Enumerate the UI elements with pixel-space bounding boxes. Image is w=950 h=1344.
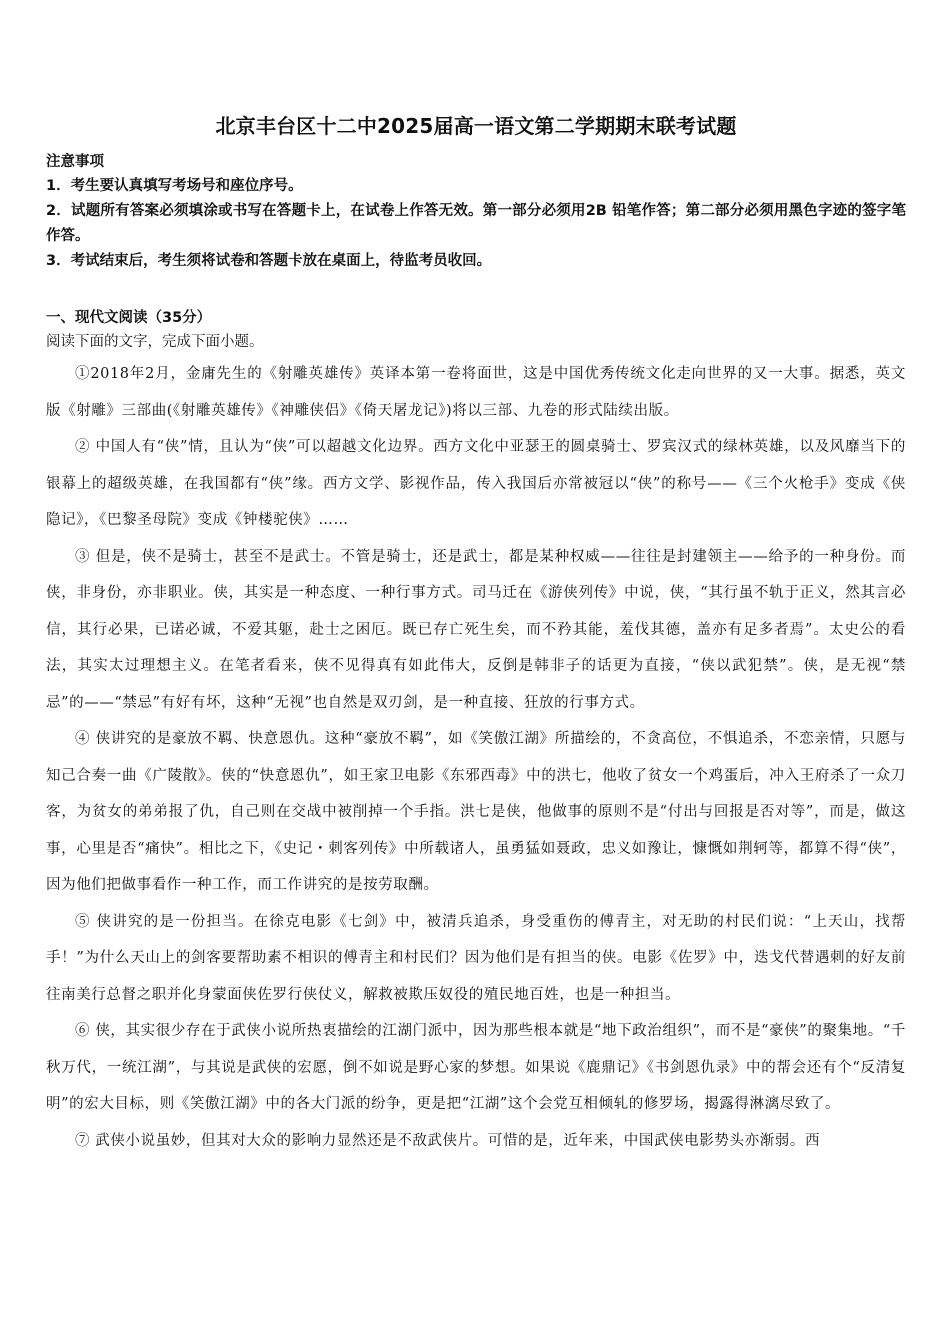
notice-heading: 注意事项 [46, 154, 104, 170]
notice-block [46, 150, 906, 274]
section-instruction: 阅读下面的文字，完成下面小题。 [46, 334, 264, 350]
notice-item: 2．试题所有答案必须填涂或书写在答题卡上，在试卷上作答无效。第一部分必须用2B 铅笔作答；第二部分必须用黑色字迹的签字笔作答。 [46, 203, 906, 244]
passage-paragraph: ② 中国人有“侠”情，且认为“侠”可以超越文化边界。西方文化中亚瑟王的圆桌骑士、罗宾汉式的绿林英雄，以及风靡当下的银幕上的超级英雄，在我国都有“侠”缘。西方文学、影视作品，传入我国后亦常被冠以“侠”的称号——《三个火枪手》变成《侠隐记》，《巴黎圣母院》变成《钟楼驼侠》…… [46, 439, 906, 528]
passage-paragraph: ⑥ 侠，其实很少存在于武侠小说所热衷描绘的江湖门派中，因为那些根本就是“地下政治组织”，而不是“豪侠”的聚集地。“千秋万代，一统江湖”，与其说是武侠的宏愿，倒不如说是野心家的梦想。如果说《鹿鼎记》《书剑恩仇录》中的帮会还有个“反清复明”的宏大目标，则《笑傲江湖》中的各大门派的纷争，更是把“江湖”这个会党互相倾轧的修罗场，揭露得淋漓尽致了。 [46, 1023, 906, 1112]
passage-paragraph: ①2018年2月，金庸先生的《射雕英雄传》英译本第一卷将面世，这是中国优秀传统文化走向世界的又一大事。据悉，英文版《射雕》三部曲(《射雕英雄传》《神雕侠侣》《倚天屠龙记》)将以三部、九卷的形式陆续出版。 [46, 366, 906, 419]
reading-section [46, 306, 906, 1159]
passage-paragraph: ④ 侠讲究的是豪放不羁、快意恩仇。这种“豪放不羁”，如《笑傲江湖》所描绘的，不贪高位，不惧追杀，不恋亲情，只愿与知己合奏一曲《广陵散》。侠的“快意恩仇”，如王家卫电影《东邪西毒》中的洪七，他收了贫女一个鸡蛋后，冲入王府杀了一众刀客，为贫女的弟弟报了仇，自己则在交战中被削掉一个手指。洪七是侠，他做事的原则不是“付出与回报是否对等”，而是，做这事，心里是否“痛快”。相比之下，《史记・刺客列传》中所载诸人，虽勇猛如聂政，忠义如豫让，慷慨如荆轲等，都算不得“侠”，因为他们把做事看作一种工作，而工作讲究的是按劳取酬。 [46, 731, 906, 893]
passage-paragraph: ⑤ 侠讲究的是一份担当。在徐克电影《七剑》中，被清兵追杀，身受重伤的傅青主，对无助的村民们说：“上天山，找帮手！”为什么天山上的剑客要帮助素不相识的傅青主和村民们？因为他们是有担当的侠。电影《佐罗》中，迭戈代替遇刺的好友前往南美行总督之职并化身蒙面侠佐罗行侠仗义，解救被欺压奴役的殖民地百姓，也是一种担当。 [46, 913, 906, 1003]
passage-paragraph: ⑦ 武侠小说虽妙，但其对大众的影响力显然还是不敌武侠片。可惜的是，近年来，中国武侠电影势头亦渐弱。西 [75, 1132, 821, 1149]
section-heading: 一、现代文阅读（35分） [46, 310, 212, 326]
exam-title: 北京丰台区十二中2025届高一语文第二学期期末联考试题 [215, 114, 737, 138]
notice-item: 3．考试结束后，考生须将试卷和答题卡放在桌面上，待监考员收回。 [46, 253, 492, 269]
passage-paragraph: ③ 但是，侠不是骑士，甚至不是武士。不管是骑士，还是武士，都是某种权威——往往是封建领主——给予的一种身份。而侠，非身份，亦非职业。侠，其实是一种态度、一种行事方式。司马迁在《游侠列传》中说，侠，“其行虽不轨于正义，然其言必信，其行必果，已诺必诚，不爱其躯，赴士之困厄。既已存亡死生矣，而不矜其能，羞伐其德，盖亦有足多者焉”。太史公的看法，其实太过理想主义。在笔者看来，侠不见得真有如此伟大，反倒是韩非子的话更为直接，“侠以武犯禁”。侠，是无视“禁忌”的——“禁忌”有好有坏，这种“无视”也自然是双刃剑，是一种直接、狂放的行事方式。 [46, 548, 906, 711]
notice-item: 1．考生要认真填写考场号和座位序号。 [46, 178, 303, 194]
exam-page [46, 112, 906, 1159]
